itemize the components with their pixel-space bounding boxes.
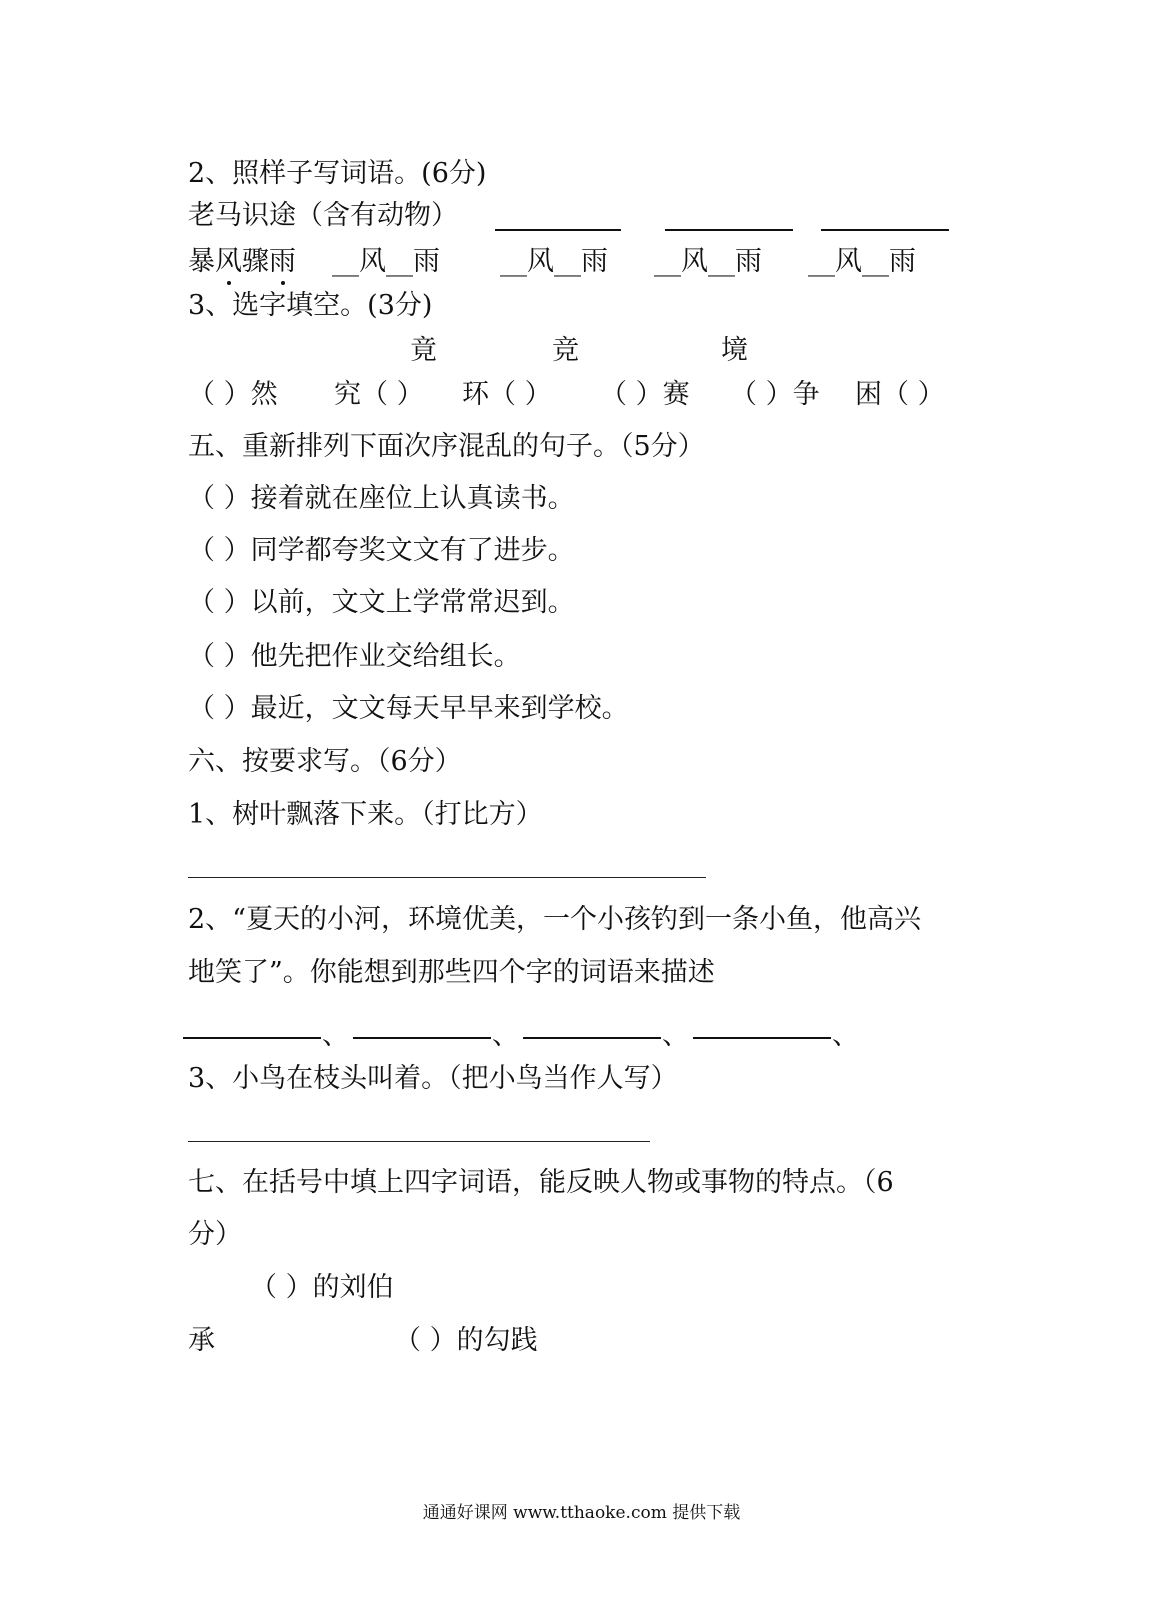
blank-word-4[interactable] <box>693 1037 831 1039</box>
s5-item-1[interactable]: （ ）接着就在座位上认真读书。 <box>188 483 575 514</box>
s5-item-3[interactable]: （ ）以前，文文上学常常迟到。 <box>188 587 575 618</box>
s6-q2-line2: 地笑了”。你能想到那些四个字的词语来描述 <box>188 957 715 988</box>
s6-q3: 3、小鸟在枝头叫着。（把小鸟当作人写） <box>188 1063 678 1094</box>
q3-item-5[interactable]: （ ）争 <box>730 379 820 410</box>
q2-pattern-3[interactable]: __风__雨 <box>654 246 762 277</box>
s5-item-2[interactable]: （ ）同学都夸奖文文有了进步。 <box>188 535 575 566</box>
char-feng-dotted: 风 <box>215 246 242 277</box>
blank-word-1[interactable] <box>183 1037 321 1039</box>
char-zhou: 骤 <box>242 246 269 277</box>
q2-pattern-4[interactable]: __风__雨 <box>808 246 916 277</box>
q2-pattern-2[interactable]: __风__雨 <box>500 246 608 277</box>
s6-q1: 1、树叶飘落下来。（打比方） <box>188 799 543 830</box>
section-7-title-line2: 分） <box>188 1219 242 1250</box>
answer-blank-3[interactable] <box>821 229 949 231</box>
answer-line-2[interactable] <box>188 1141 650 1142</box>
char-bao: 暴 <box>188 246 215 277</box>
q2-row2-prompt <box>188 246 296 277</box>
q3-title: 3、选字填空。(3分) <box>188 290 433 321</box>
q3-item-4[interactable]: （ ）赛 <box>600 379 690 410</box>
section-6-title: 六、按要求写。（6分） <box>188 746 462 777</box>
answer-blank-1[interactable] <box>495 229 621 231</box>
q3-choice-2: 竞 <box>552 335 579 366</box>
s5-item-4[interactable]: （ ）他先把作业交给组长。 <box>188 641 521 672</box>
q3-choice-1: 竟 <box>410 335 437 366</box>
q3-item-3[interactable]: 环（ ） <box>462 379 552 410</box>
q3-item-6[interactable]: 困（ ） <box>855 379 945 410</box>
char-yu-dotted: 雨 <box>269 246 296 277</box>
q3-item-2[interactable]: 究（ ） <box>334 379 424 410</box>
section-7-title-line1: 七、在括号中填上四字词语，能反映人物或事物的特点。（6 <box>188 1167 894 1198</box>
s5-item-5[interactable]: （ ）最近，文文每天早早来到学校。 <box>188 693 629 724</box>
q2-title: 2、照样子写词语。(6分) <box>188 158 487 189</box>
s7-item-1[interactable]: （ ）的刘伯 <box>250 1272 394 1303</box>
comma-4: 、 <box>832 1020 859 1051</box>
q2-pattern-1[interactable]: __风__雨 <box>332 246 440 277</box>
q3-item-1[interactable]: （ ）然 <box>188 379 278 410</box>
comma-1: 、 <box>322 1020 349 1051</box>
blank-word-2[interactable] <box>353 1037 491 1039</box>
answer-line-1[interactable] <box>188 877 706 878</box>
q2-row1 <box>188 198 458 234</box>
s7-item-2[interactable]: （ ）的勾践 <box>394 1325 538 1356</box>
blank-word-3[interactable] <box>523 1037 661 1039</box>
q2-row2 <box>188 244 296 280</box>
answer-blank-2[interactable] <box>665 229 793 231</box>
footer-source: 通通好课网 www.tthaoke.com 提供下载 <box>422 1503 741 1523</box>
s7-item-2-prefix: 承 <box>188 1325 215 1356</box>
q3-choice-3: 境 <box>721 335 748 366</box>
s6-q2-line1: 2、“夏天的小河，环境优美，一个小孩钓到一条小鱼，他高兴 <box>188 904 921 935</box>
comma-3: 、 <box>662 1020 689 1051</box>
comma-2: 、 <box>492 1020 519 1051</box>
section-5-title: 五、重新排列下面次序混乱的句子。（5分） <box>188 431 705 462</box>
q2-row1-prompt: 老马识途（含有动物） <box>188 200 458 231</box>
